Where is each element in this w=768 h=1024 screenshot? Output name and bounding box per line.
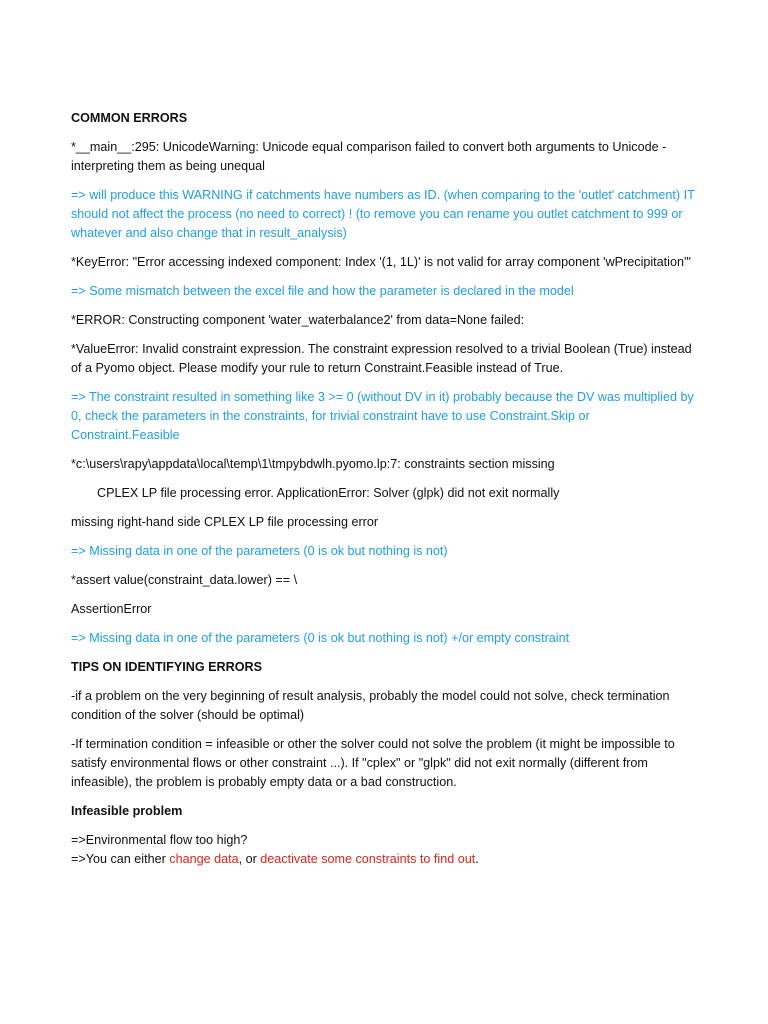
note-key-error: => Some mismatch between the excel file and how the parameter is declared in the model [71, 284, 574, 298]
infeasible-suggestion [71, 850, 701, 869]
infeasible-env-flow: =>Environmental flow too high? [71, 833, 248, 847]
suggestion-prefix: =>You can either [71, 852, 170, 866]
error-value-error: *ValueError: Invalid constraint expression. The constraint expression resolved to a trivial Boolean (True) instead of a Pyomo object. Please modify your rule to return Constraint.Feasible instead of True. [71, 342, 696, 375]
error-unicode-warning: *__main__:295: UnicodeWarning: Unicode equal comparison failed to convert both arguments to Unicode - interpreting them as being unequal [71, 140, 670, 173]
error-constructing-component: *ERROR: Constructing component 'water_waterbalance2' from data=None failed: [71, 313, 525, 327]
error-constraints-section-missing: *c:\users\rapy\appdata\local\temp\1\tmpybdwlh.pyomo.lp:7: constraints section missing [71, 457, 555, 471]
suggestion-end: . [475, 852, 479, 866]
tip-infeasible: -If termination condition = infeasible or other the solver could not solve the problem (it might be impossible to satisfy environmental flows or other constraint ...). If "cplex" or "glpk" did not exit normally (different from infeasible), the problem is probably empty data or a bad construction. [71, 737, 679, 789]
error-cplex-lp: CPLEX LP file processing error. ApplicationError: Solver (glpk) did not exit normally [97, 486, 560, 500]
note-missing-data-empty-constraint: => Missing data in one of the parameters (0 is ok but nothing is not) +/or empty constraint [71, 631, 570, 645]
error-missing-rhs: missing right-hand side CPLEX LP file processing error [71, 515, 379, 529]
suggestion-mid: , or [238, 852, 261, 866]
note-unicode-warning: => will produce this WARNING if catchments have numbers as ID. (when comparing to the 'outlet' catchment) IT should not affect the process (no need to correct) ! (to remove you can rename you outlet catchment to 999 or whatever and also change that in result_analysis) [71, 188, 699, 240]
heading-common-errors: COMMON ERRORS [71, 111, 188, 125]
heading-tips: TIPS ON IDENTIFYING ERRORS [71, 660, 263, 674]
document-page [71, 109, 701, 869]
note-missing-data: => Missing data in one of the parameters (0 is ok but nothing is not) [71, 544, 448, 558]
error-assert-value: *assert value(constraint_data.lower) == \ [71, 573, 298, 587]
suggestion-change-data: change data [169, 852, 239, 866]
error-assertion-error: AssertionError [71, 602, 152, 616]
error-key-error: *KeyError: "Error accessing indexed component: Index '(1, 1L)' is not valid for array component 'wPrecipitation'" [71, 255, 691, 269]
heading-infeasible-problem: Infeasible problem [71, 804, 183, 818]
note-value-error: => The constraint resulted in something like 3 >= 0 (without DV in it) probably because the DV was multiplied by 0, check the parameters in the constraints, for trivial constraint have to use Constraint.Skip or Constraint.Feasible [71, 390, 698, 442]
suggestion-deactivate-constraints: deactivate some constraints to find out [260, 852, 476, 866]
tip-termination-condition: -if a problem on the very beginning of result analysis, probably the model could not solve, check termination condition of the solver (should be optimal) [71, 689, 674, 722]
